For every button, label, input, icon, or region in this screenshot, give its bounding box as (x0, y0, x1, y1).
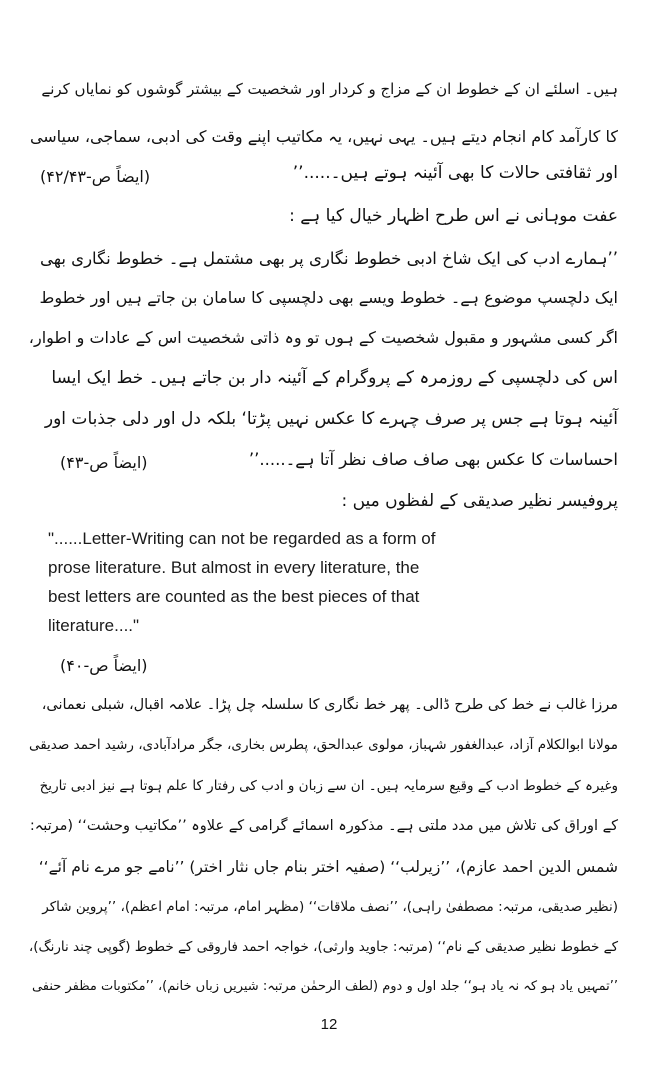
paragraph-2-line-3: اگر کسی مشہور و مقبول شخصیت کے ہوں تو وہ ذاتی شخصیت اس کے عادات و اطوار، (28, 328, 618, 347)
paragraph-1-line-1: ہیں۔ اسلئے ان کے خطوط ان کے مزاج و کردار اور شخصیت کے بیشتر گوشوں کو نمایاں کرنے (41, 80, 618, 98)
paragraph-4-line-2: مولانا ابوالکلام آزاد، عبدالغفور شہباز، مولوی عبدالحق، پطرس بخاری، جگر مرادآبادی، رشید احمد صدیقی (28, 737, 618, 753)
page-number: 12 (320, 1016, 338, 1033)
paragraph-1-line-2: کا کارآمد کام انجام دیتے ہیں۔ یہی نہیں، یہ مکاتیب اپنے وقت کی ادبی، سماجی، سیاسی (29, 127, 618, 146)
english-quote-line-1: "......Letter-Writing can not be regarded as a form of (48, 529, 436, 548)
paragraph-4-line-4: کے اوراق کی تلاش میں مدد ملتی ہے۔ مذکورہ اسمائے گرامی کے علاوہ ’’مکاتیب وحشت‘‘ (مرتبہ: (29, 818, 618, 834)
english-quote (48, 524, 608, 640)
citation-2: (ایضاً ص-۴۳) (60, 453, 148, 472)
paragraph-2-line-6: احساسات کا عکس بھی صاف صاف نظر آتا ہے۔.....’’ (248, 450, 618, 469)
intro-3: پروفیسر نظیر صدیقی کے لفظوں میں : (341, 491, 618, 511)
paragraph-2-line-2: ایک دلچسپ موضوع ہے۔ خطوط ویسے بھی دلچسپی کا سامان بن جاتے ہیں اور خطوط (39, 288, 618, 307)
paragraph-2-line-4: اس کی دلچسپی کے روزمرہ کے پروگرام کے آئینہ دار بن جاتے ہیں۔ خط ایک ایسا (51, 368, 618, 388)
paragraph-1-line-3: اور ثقافتی حالات کا بھی آئینہ ہوتے ہیں۔.....’’ (292, 163, 618, 183)
citation-3: (ایضاً ص-۴۰) (60, 656, 148, 675)
paragraph-4-line-3: وغیرہ کے خطوط ادب کے وقیع سرمایہ ہیں۔ ان سے زبان و ادب کی رفتار کا علم ہوتا ہے نیز ادبی تاریخ (39, 778, 618, 794)
paragraph-4-line-8: ’’تمہیں یاد ہو کہ نہ یاد ہو‘‘ جلد اول و دوم (لطف الرحمٰن مرتبہ: شیریں زباں خانم)، ’’مکتوبات مظفر حنفی (31, 979, 618, 994)
paragraph-4-line-5: شمس الدین احمد عازم)، ’’زیرلب‘‘ (صفیہ اختر بنام جاں نثار اختر) ’’نامے جو مرے نام آئے‘‘ (38, 858, 618, 876)
paragraph-2-line-1: ’’ہمارے ادب کی ایک شاخ ادبی خطوط نگاری پر بھی مشتمل ہے۔ خطوط نگاری بھی (39, 249, 618, 268)
citation-1: (ایضاً ص-۴۲/۴۳) (40, 167, 151, 186)
paragraph-4-line-7: کے خطوط نظیر صدیقی کے نام‘‘ (مرتبہ: جاوید وارثی)، خواجہ احمد فاروقی کے خطوط (گوپی چند نارنگ)، (28, 939, 618, 955)
english-quote-line-3: best letters are counted as the best pieces of that (48, 587, 420, 606)
english-quote-line-2: prose literature. But almost in every literature, the (48, 558, 420, 577)
paragraph-4-line-6: (نظیر صدیقی، مرتبہ: مصطفیٰ راہی)، ’’نصف ملاقات‘‘ (مظہر امام، مرتبہ: امام اعظم)، ’’پروین شاکر (42, 899, 618, 915)
english-quote-line-4: literature...." (48, 616, 140, 635)
intro-2: عفت موہانی نے اس طرح اظہار خیال کیا ہے : (289, 206, 618, 226)
paragraph-2-line-5: آئینہ ہوتا ہے جس پر صرف چہرے کا عکس نہیں پڑتا‘ بلکہ دل اور دلی جذبات اور (44, 409, 618, 429)
paragraph-4-line-1: مرزا غالب نے خط کی طرح ڈالی۔ پھر خط نگاری کا سلسلہ چل پڑا۔ علامہ اقبال، شبلی نعمانی، (41, 697, 618, 713)
